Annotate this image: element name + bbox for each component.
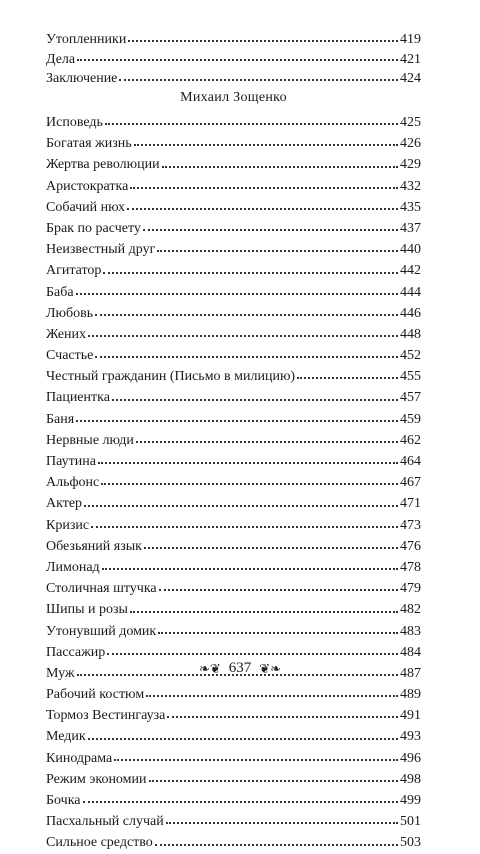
toc-entry-page: 419	[400, 32, 421, 47]
toc-entry-title: Рабочий костюм	[46, 687, 145, 703]
toc-entry-page: 483	[400, 623, 421, 639]
dot-leader	[128, 40, 398, 42]
toc-entry	[46, 154, 421, 175]
toc-entry-title: Жертва революции	[46, 157, 160, 173]
toc-entry-page: 429	[400, 157, 421, 173]
dot-leader	[158, 632, 398, 634]
toc-entry-page: 473	[400, 517, 421, 533]
toc-entry-title: Честный гражданин (Письмо в милицию)	[46, 369, 296, 385]
toc-entry-page: 440	[400, 242, 421, 258]
toc-entry	[46, 30, 421, 50]
toc-entry	[46, 197, 421, 218]
toc-entry-title: Столичная штучка	[46, 581, 157, 597]
toc-entry-page: 484	[400, 644, 421, 660]
dot-leader	[127, 208, 398, 210]
dot-leader	[134, 144, 398, 146]
toc-entry-title: Утопленники	[46, 32, 127, 47]
dot-leader	[146, 695, 398, 697]
toc-entry	[46, 451, 421, 472]
toc-entry-page: 455	[400, 369, 421, 385]
toc-entry	[46, 324, 421, 345]
toc-entry-title: Нервные люди	[46, 432, 134, 448]
page-footer	[0, 660, 480, 677]
dot-leader	[119, 79, 398, 81]
toc-entry	[46, 832, 421, 853]
toc-entry	[46, 387, 421, 408]
dot-leader	[162, 166, 398, 168]
toc-entry-title: Баня	[46, 411, 75, 427]
toc-entry-page: 503	[400, 835, 421, 851]
dot-leader	[107, 653, 398, 655]
toc-entry-page: 499	[400, 793, 421, 808]
dot-leader	[114, 759, 398, 761]
toc-entry-title: Муж	[46, 665, 75, 681]
toc-entry	[46, 472, 421, 493]
toc-entry-page: 425	[400, 115, 421, 130]
toc-entry-title: Кризис	[46, 517, 90, 533]
dot-leader	[88, 738, 398, 740]
toc-entry-page: 442	[400, 263, 421, 279]
ornament-left-icon: ❧❦	[198, 660, 221, 676]
toc-entry-page: 426	[400, 136, 421, 152]
toc-entry	[46, 621, 421, 642]
toc-entry-title: Лимонад	[46, 559, 100, 575]
toc-entry-page: 476	[400, 538, 421, 554]
toc-entry-title: Любовь	[46, 305, 94, 321]
toc-entry	[46, 430, 421, 451]
dot-leader	[112, 399, 398, 401]
dot-leader	[77, 59, 398, 61]
toc-entry-title: Богатая жизнь	[46, 136, 132, 152]
toc-entry	[46, 50, 421, 70]
toc-entry	[46, 790, 421, 811]
toc-entry	[46, 282, 421, 303]
toc-entry-title: Альфонс	[46, 475, 100, 491]
toc-entry-page: 462	[400, 432, 421, 448]
toc-entry-page: 479	[400, 581, 421, 597]
toc-entry-page: 478	[400, 559, 421, 575]
dot-leader	[155, 844, 398, 846]
ornament-right-icon: ❦❧	[259, 660, 282, 676]
toc-entry-title: Сильное средство	[46, 835, 153, 851]
dot-leader	[157, 250, 398, 252]
author-heading: Михаил Зощенко	[180, 90, 287, 105]
toc-entry-page: 496	[400, 750, 421, 766]
dot-leader	[88, 335, 398, 337]
page-number: 637	[228, 660, 252, 676]
toc-entry	[46, 536, 421, 557]
dot-leader	[166, 822, 398, 824]
toc-entry-page: 432	[400, 178, 421, 194]
toc-entry	[46, 684, 421, 705]
toc-entry-title: Тормоз Вестингауза	[46, 708, 166, 724]
toc-entry	[46, 557, 421, 578]
toc-entry-title: Медик	[46, 729, 86, 745]
toc-entry-title: Бочка	[46, 793, 81, 808]
dot-leader	[136, 441, 398, 443]
toc-entry-title: Обезьяний язык	[46, 538, 142, 554]
toc-entry-page: 448	[400, 326, 421, 342]
dot-leader	[159, 589, 398, 591]
toc-entry-title: Агитатор	[46, 263, 102, 279]
toc-entry-title: Неизвестный друг	[46, 242, 156, 258]
toc-entry	[46, 515, 421, 536]
toc-entry-title: Кинодрама	[46, 750, 113, 766]
dot-leader	[95, 314, 398, 316]
toc-entry	[46, 260, 421, 281]
toc-entry-page: 457	[400, 390, 421, 406]
toc-entry-page: 467	[400, 475, 421, 491]
toc-entry-page: 471	[400, 496, 421, 512]
toc-entry	[46, 748, 421, 769]
toc-entry	[46, 366, 421, 387]
toc-entry-page: 493	[400, 729, 421, 745]
toc-entry-title: Режим экономии	[46, 771, 147, 787]
toc-entry-page: 444	[400, 284, 421, 300]
toc-entry-page: 421	[400, 51, 421, 67]
toc-entry-title: Пациентка	[46, 390, 110, 406]
dot-leader	[143, 229, 398, 231]
dot-leader	[101, 483, 398, 485]
toc-entry-page: 491	[400, 708, 421, 724]
dot-leader	[297, 377, 398, 379]
dot-leader	[95, 356, 398, 358]
toc-entry	[46, 176, 421, 197]
toc-entry	[46, 811, 421, 832]
toc-entry	[46, 409, 421, 430]
dot-leader	[130, 611, 398, 613]
toc-entry-title: Баба	[46, 284, 74, 300]
dot-leader	[83, 801, 398, 803]
toc-entry-page: 489	[400, 687, 421, 703]
toc-entry-title: Шипы и розы	[46, 602, 128, 618]
toc-entry-title: Счастье	[46, 348, 94, 364]
toc-entry-page: 498	[400, 771, 421, 787]
toc-entry	[46, 705, 421, 726]
toc-entry-title: Аристократка	[46, 178, 129, 194]
dot-leader	[149, 780, 398, 782]
toc-entry	[46, 112, 421, 133]
toc-entry-page: 446	[400, 305, 421, 321]
toc-entry-title: Брак по расчету	[46, 220, 141, 236]
toc-entry	[46, 303, 421, 324]
toc-continued-list	[46, 30, 421, 89]
toc-entry	[46, 133, 421, 154]
toc-entry-title: Исповедь	[46, 115, 103, 130]
toc-entry	[46, 726, 421, 747]
toc-entry-title: Паутина	[46, 454, 96, 469]
toc-entry-page: 424	[400, 71, 421, 86]
dot-leader	[130, 187, 398, 189]
toc-entry-title: Пасхальный случай	[46, 814, 164, 830]
dot-leader	[84, 505, 398, 507]
toc-entry	[46, 599, 421, 620]
toc-entry	[46, 218, 421, 239]
toc-author-list	[46, 112, 421, 854]
toc-entry-title: Собачий нюх	[46, 199, 126, 215]
toc-entry	[46, 345, 421, 366]
toc-entry-title: Пассажир	[46, 644, 106, 660]
dot-leader	[103, 272, 398, 274]
toc-entry	[46, 578, 421, 599]
dot-leader	[105, 123, 398, 125]
dot-leader	[144, 547, 398, 549]
toc-entry-title: Утонувший домик	[46, 623, 157, 639]
toc-entry-title: Актер	[46, 496, 83, 512]
dot-leader	[76, 293, 398, 295]
toc-entry-page: 501	[400, 814, 421, 830]
toc-entry-page: 464	[400, 454, 421, 469]
toc-entry	[46, 769, 421, 790]
toc-entry-page: 437	[400, 220, 421, 236]
dot-leader	[98, 462, 398, 464]
dot-leader	[76, 420, 398, 422]
toc-entry	[46, 69, 421, 89]
dot-leader	[91, 526, 398, 528]
dot-leader	[102, 568, 398, 570]
dot-leader	[167, 716, 398, 718]
toc-entry	[46, 493, 421, 514]
toc-entry-title: Жених	[46, 326, 87, 342]
toc-entry-title: Заключение	[46, 71, 118, 86]
toc-entry-page: 435	[400, 199, 421, 215]
toc-entry-page: 487	[400, 665, 421, 681]
toc-entry	[46, 239, 421, 260]
toc-entry-title: Дела	[46, 51, 76, 67]
toc-entry-page: 452	[400, 348, 421, 364]
toc-entry-page: 459	[400, 411, 421, 427]
toc-entry-page: 482	[400, 602, 421, 618]
